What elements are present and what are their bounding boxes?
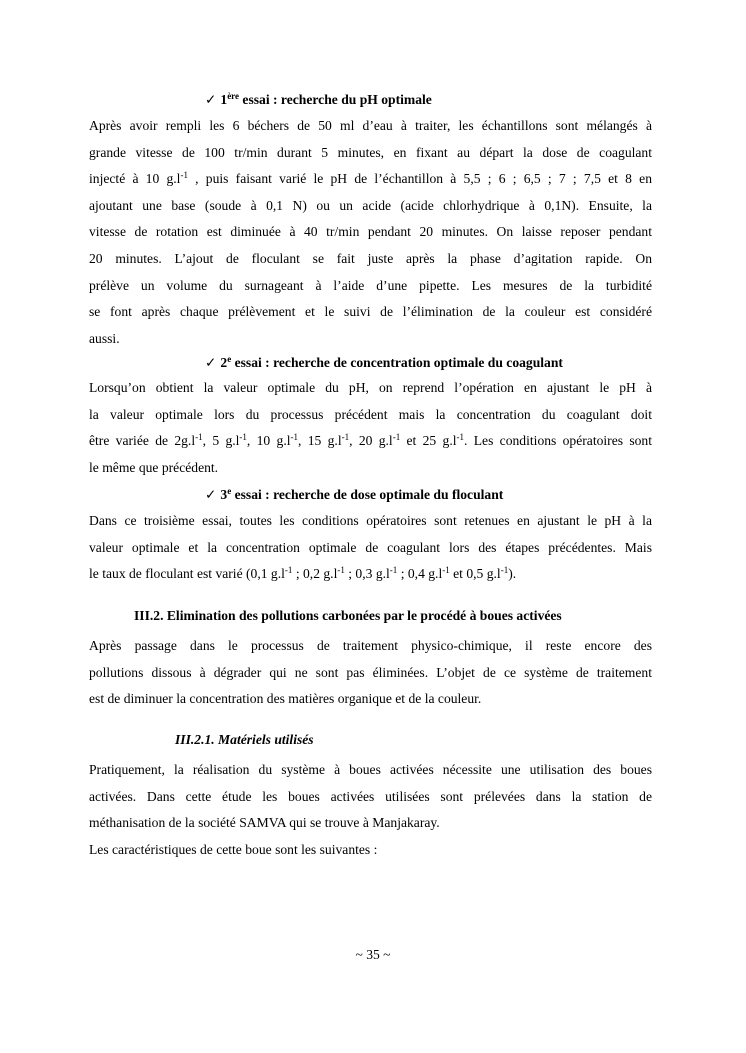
checkmark-icon: ✓ (205, 355, 217, 370)
paragraph-materiels (89, 757, 652, 863)
text-line: grande vitesse de 100 tr/min durant 5 minutes, en fixant au départ la dose de coagulant (89, 144, 652, 160)
essai-3-number: 3 (220, 487, 228, 502)
essai-1-title: essai : recherche du pH optimale (239, 92, 432, 107)
text-line: 20 minutes. L’ajout de floculant se fait juste après la phase d’agitation rapide. On (89, 250, 652, 266)
essai-2-title: essai : recherche de concentration optimale du coagulant (231, 355, 563, 370)
text-line: Après passage dans le processus de traitement physico-chimique, il reste encore des (89, 638, 652, 653)
essai-2-number: 2 (220, 355, 228, 370)
section-heading: III.2. Elimination des pollutions carbonées par le procédé à boues activées (134, 608, 562, 623)
text-line: est de diminuer la concentration des matières organique et de la couleur. (89, 691, 482, 707)
text-line: le même que précédent. (89, 459, 219, 475)
text-line: se font après chaque prélèvement et le suivi de l’élimination de la couleur est considéré (89, 304, 652, 320)
essai-1-superscript: ère (227, 91, 240, 101)
essai-3-superscript: e (227, 486, 232, 496)
text-line: Pratiquement, la réalisation du système à boues activées nécessite une utilisation des boues (89, 762, 652, 777)
text-line: injecté à 10 $g.l^{-1}$ , puis faisant varié le pH de l’échantillon à 5,5 ; 6 ; 6,5 ; 7 ; 7,5 et 8 en (89, 170, 652, 187)
text-line: valeur optimale et la concentration optimale de coagulant lors des étapes précédentes. Mais (89, 539, 652, 555)
essai-3-title: essai : recherche de dose optimale du floculant (231, 487, 504, 502)
text-line: vitesse de rotation est diminuée à 40 tr/min pendant 20 minutes. On laisse reposer pendant (89, 224, 652, 240)
essai-1-heading (205, 91, 432, 109)
checkmark-icon: ✓ (205, 487, 217, 502)
text-line: la valeur optimale lors du processus précédent mais la concentration du coagulant doit (89, 406, 652, 422)
text-line: pollutions dissous à dégrader qui ne sont pas éliminées. L’objet de ce système de traitement (89, 664, 652, 680)
essai-2-superscript: e (227, 354, 232, 364)
text-line: Lorsqu’on obtient la valeur optimale du pH, on reprend l’opération en ajustant le pH à (89, 380, 652, 395)
paragraph-essai-2 (89, 375, 652, 481)
text-line: Dans ce troisième essai, toutes les conditions opératoires sont retenues en ajustant le pH à la (89, 513, 652, 528)
text-line: prélève un volume du surnageant à l’aide d’une pipette. Les mesures de la turbidité (89, 277, 652, 293)
text-line: être variée de $2g.l^{-1}$, 5 $g.l^{-1}$, 10 $g.l^{-1}$, 15 $g.l^{-1}$, 20 $g.l^{-1}$ et 25 $g.l^{-1}$. Les conditions opératoires sont (89, 432, 652, 449)
essai-1-number: 1 (220, 92, 228, 107)
text-line: le taux de floculant est varié (0,1 $g.l^{-1}$ ; 0,2 $g.l^{-1}$ ; 0,3 $g.l^{-1}$ ; 0,4 $g.l^{-1}$ et 0,5 $g.l^{-1}$). (89, 565, 517, 582)
text-line: Les caractéristiques de cette boue sont les suivantes : (89, 841, 378, 857)
subsection-heading: III.2.1. Matériels utilisés (175, 732, 314, 747)
text-line: Après avoir rempli les 6 béchers de 50 ml d’eau à traiter, les échantillons sont mélangés à (89, 118, 652, 133)
paragraph-essai-3 (89, 508, 652, 588)
text-line: aussi. (89, 330, 120, 346)
essai-2-heading (205, 354, 563, 372)
text-line: ajoutant une base (soude à 0,1 N) ou un acide (acide chlorhydrique à 0,1N). Ensuite, la (89, 197, 652, 213)
text-line: activées. Dans cette étude les boues activées utilisées sont prélevées dans la station de (89, 788, 652, 804)
paragraph-section-intro (89, 633, 652, 713)
page-number: ~ 35 ~ (355, 947, 391, 962)
text-line: méthanisation de la société SAMVA qui se trouve à Manjakaray. (89, 815, 440, 831)
checkmark-icon: ✓ (205, 92, 217, 107)
paragraph-essai-1 (89, 113, 652, 352)
essai-3-heading (205, 486, 503, 504)
